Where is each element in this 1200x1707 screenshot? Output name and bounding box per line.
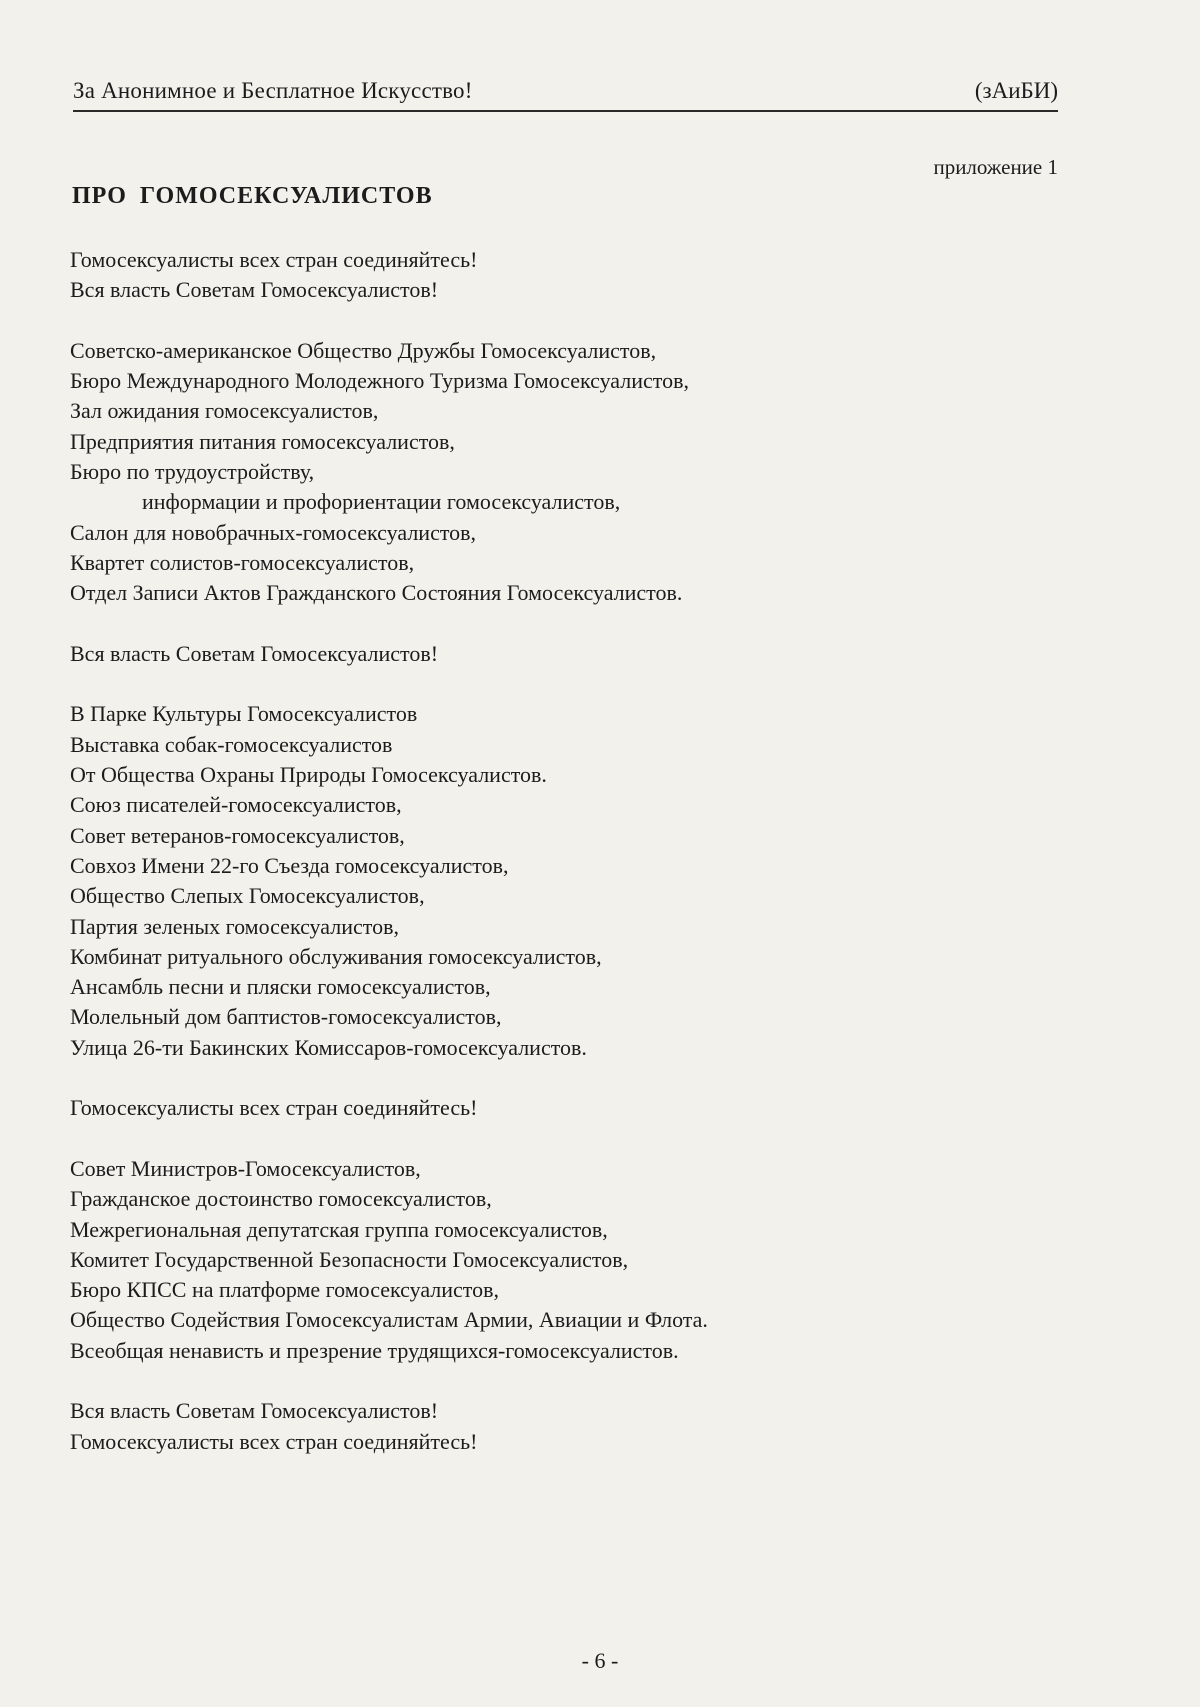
text-line: Бюро по трудоустройству, <box>70 459 315 485</box>
blank-line <box>70 1063 970 1093</box>
text-line: Комбинат ритуального обслуживания гомосексуалистов, <box>70 943 602 969</box>
text-line: информации и профориентации гомосексуалистов, <box>142 489 621 515</box>
text-line: Гражданское достоинство гомосексуалистов, <box>70 1186 492 1212</box>
text-line: Совет Министров-Гомосексуалистов, <box>70 1155 421 1181</box>
document-body <box>70 245 970 1457</box>
blank-line <box>70 306 970 336</box>
text-line: Общество Содействия Гомосексуалистам Армии, Авиации и Флота. <box>70 1307 708 1333</box>
text-line: Вся власть Советам Гомосексуалистов! <box>70 277 439 303</box>
document-title: ПРО ГОМОСЕКСУАЛИСТОВ <box>72 183 433 209</box>
header-right-text: (зАиБИ) <box>974 78 1058 103</box>
text-line: Вся власть Советам Гомосексуалистов! <box>70 640 439 666</box>
text-line: Советско-американское Общество Дружбы Гомосексуалистов, <box>70 337 657 363</box>
text-line: Квартет солистов-гомосексуалистов, <box>70 549 415 575</box>
text-line: Гомосексуалисты всех стран соединяйтесь! <box>70 1095 478 1121</box>
text-line: Всеобщая ненависть и презрение трудящихся-гомосексуалистов. <box>70 1337 679 1363</box>
blank-line <box>70 1366 970 1396</box>
text-line: Гомосексуалисты всех стран соединяйтесь! <box>70 247 478 272</box>
text-line: Бюро КПСС на платформе гомосексуалистов, <box>70 1277 500 1303</box>
text-line: Совет ветеранов-гомосексуалистов, <box>70 822 405 848</box>
blank-line <box>70 609 970 639</box>
text-line: Зал ожидания гомосексуалистов, <box>70 398 379 424</box>
text-line: Партия зеленых гомосексуалистов, <box>70 913 399 939</box>
text-line: От Общества Охраны Природы Гомосексуалистов. <box>70 762 547 788</box>
text-line: Вся власть Советам Гомосексуалистов! <box>70 1398 439 1424</box>
text-line: Улица 26-ти Бакинских Комиссаров-гомосексуалистов. <box>70 1034 587 1060</box>
blank-line <box>70 669 970 699</box>
text-line: Салон для новобрачных-гомосексуалистов, <box>70 519 477 545</box>
text-line: В Парке Культуры Гомосексуалистов <box>70 701 418 727</box>
text-line: Комитет Государственной Безопасности Гомосексуалистов, <box>70 1246 629 1272</box>
text-line: Отдел Записи Актов Гражданского Состояния Гомосексуалистов. <box>70 580 683 606</box>
text-line: Предприятия питания гомосексуалистов, <box>70 428 455 454</box>
text-line: Союз писателей-гомосексуалистов, <box>70 792 402 818</box>
text-line: Общество Слепых Гомосексуалистов, <box>70 883 425 909</box>
text-line: Ансамбль песни и пляски гомосексуалистов, <box>70 974 491 1000</box>
header-left-text: За Анонимное и Бесплатное Искусство! <box>73 78 473 103</box>
text-line: Межрегиональная депутатская группа гомосексуалистов, <box>70 1216 608 1242</box>
text-line: Совхоз Имени 22-го Съезда гомосексуалистов, <box>70 852 509 878</box>
text-line: Бюро Международного Молодежного Туризма Гомосексуалистов, <box>70 368 689 394</box>
text-line: Гомосексуалисты всех стран соединяйтесь! <box>70 1428 478 1454</box>
blank-line <box>70 1124 970 1154</box>
text-line: Выставка собак-гомосексуалистов <box>70 731 393 757</box>
page-number: - 6 - <box>581 1648 619 1673</box>
appendix-label: приложение 1 <box>933 155 1058 179</box>
page-header <box>73 70 1058 112</box>
text-line: Молельный дом баптистов-гомосексуалистов, <box>70 1004 502 1030</box>
